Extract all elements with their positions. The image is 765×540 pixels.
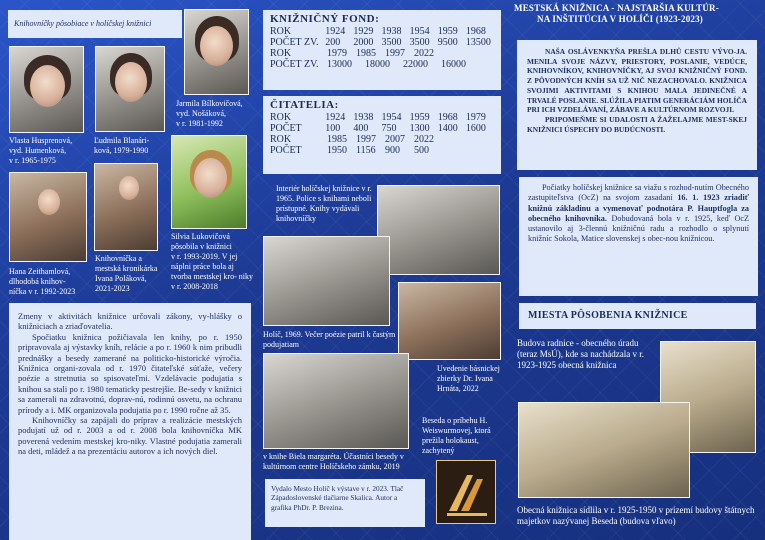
photo-bilkovicova bbox=[184, 9, 249, 95]
page-title: MESTSKÁ KNIŽNICA - NAJSTARŠIA KULTÚR- NA INŠTITÚCIA V HOLÍČI (1923-2023) bbox=[514, 3, 719, 24]
vydalo-credit: Vydalo Mesto Holíč k výstave v r. 2023. Tlač Západoslovenské tlačiarne Skalica. Autor a grafika PhDr. P. Brezina. bbox=[265, 479, 425, 527]
photo-holic-1969 bbox=[263, 236, 390, 326]
fond-row: ROK 1924 1929 1938 1954 1959 1968 bbox=[270, 26, 486, 37]
photo-lukovicova bbox=[171, 135, 247, 229]
zmeny-panel: Zmeny v aktivitách knižnice určovali zákony, vy-hlášky o knižniciach a zriaďovatelia. Spočiatku knižnica požičiavala len knihy, po r. 1950 pripravovala aj výstavky kníh, relácie a po r. 1960 k nim pribudli prednášky a besedy zamerané na politicko-historické výročia. Knižnica organi-zovala od r. 1970 čitateľské súťaže, večery poézie a stretnutia so spisovateľmi. Vzdelávacie podujatia s knihou sa stali po r. 1980 tematicky pestrejšie. Be-sedy v knižnici sa zamerali na zdravotnú, doprav-nú, rodinnú osvetu, na ochranu prírody a i. MK organizovala podujatia po r. 1990 ročne až 35. Knihovníčky sa zapájali do príprav a realizácie mestských podujatí už od r. 2003 a od r. 2008 bola knihovníčka MK poverená vedením mestskej kro-niky. Vlastné podujatia zamerali na deti, mládež a na prezentáciu autorov a ich nových diel. bbox=[9, 303, 251, 540]
citatelia-row: ROK 1985 1997 2007 2022 bbox=[270, 134, 434, 145]
photo-zeithamlova bbox=[9, 172, 87, 262]
caption-blanarikova: Ľudmila Blanári- ková, 1979-1990 bbox=[94, 136, 150, 155]
photo-interier-1965 bbox=[377, 185, 500, 275]
photo-beseda-budova bbox=[518, 402, 690, 498]
caption-beseda-2: v knihe Biela margaréta. Účastníci besedy v kultúrnom centre Holíčskeho zámku, 2019 bbox=[263, 452, 404, 471]
caption-beseda: Beseda o príbehu H. Weiswurmovej, ktorá prežila holokaust, zachytený bbox=[422, 416, 491, 455]
caption-uvedenie: Uvedenie básnickej zbierky Dr. Ivana Hrnáta, 2022 bbox=[437, 364, 500, 393]
citatelia-heading: ČITATELIA: bbox=[270, 99, 339, 111]
caption-lukovicova: Silvia Lukovičová pôsobila v knižnici v r. 1993-2019. V jej náplni práce bola aj tvorba mestskej kro- niky v r. 2008-2018 bbox=[171, 232, 253, 291]
fond-panel bbox=[263, 10, 501, 90]
library-logo bbox=[436, 460, 496, 524]
photo-husprenova bbox=[9, 46, 84, 133]
motto-panel: NAŠA OSLÁVENKYŇA PREŠLA DLHŮ CESTU VÝVO-JA. MENILA SVOJE NÁZVY, PRIESTORY, POSLANIE, VEDÚCE, KNIHOVNÍKOV, KNIHOVNÍČKY, AJ SVOJ KNIŽNIČNÝ FOND. Z PÔVODNÝCH KNÍH SA UŽ NIČ NEZACHOVALO. KNIŽNICA SVOJIMI AKTIVITAMI S KNIHOU MALA JEDINEČNÉ A TRVALÉ POSLANIE. SLÚŽILA PIATIM GENERÁCIÁM HOLÍČA PRI ICH VZDELÁVANÍ, ZÁBAVE A KULTÚRNOM ROZVOJI. PRIPOMEŇME SI UDALOSTI A ŽAŽELAJME MEST-SKEJ KNIŽNICI ÚSPECHY DO BUDÚCNOSTI. bbox=[517, 40, 757, 170]
photo-blanarikova bbox=[95, 46, 165, 132]
citatelia-row: POČET 1950 1156 900 500 bbox=[270, 145, 429, 156]
citatelia-panel bbox=[263, 96, 501, 174]
fond-row: ROK 1979 1985 1997 2022 bbox=[270, 48, 434, 59]
caption-polakova: Knihovníčka a mestská kronikárka Ivana Poláková, 2021-2023 bbox=[95, 254, 158, 293]
caption-holic: Holíč, 1969. Večer poézie patril k častým podujatiam bbox=[263, 330, 396, 349]
miesta-heading: MIESTA PÔSOBENIA KNIŽNICE bbox=[519, 303, 756, 329]
caption-budova: Budova radnice - obecného úradu (teraz MsÚ), kde sa nachádzala v r. 1923-1925 obecná knižnica bbox=[517, 338, 644, 370]
caption-zeithamlova: Hana Zeithamlová, dlhodobá knihov- níčka v r. 1992-2023 bbox=[9, 267, 76, 296]
citatelia-row: POČET 100 400 750 1300 1400 1600 bbox=[270, 123, 486, 134]
fond-heading: KNIŽNIČNÝ FOND: bbox=[270, 13, 380, 25]
fond-row: POČET ZV. 13000 18000 22000 16000 bbox=[270, 59, 466, 70]
book-logo-icon bbox=[437, 461, 497, 525]
photo-beseda-2019 bbox=[263, 353, 409, 449]
fond-row: POČET ZV. 200 2000 3500 3500 9500 13500 bbox=[270, 37, 491, 48]
photo-uvedenie-2022 bbox=[398, 282, 501, 360]
header-caption: Knihovníčky pôsobiace v holíčskej knižnici bbox=[8, 10, 182, 38]
caption-obecna: Obecná knižnica sídlila v r. 1925-1950 v prízemí budovy štátnych majetkov nazývanej Beseda (budova vľavo) bbox=[517, 505, 755, 526]
caption-interier: Interiér holíčskej knižnice v r. 1965. Police s knihami neboli prístupné. Knihy vydávali knihovníčky bbox=[276, 184, 372, 223]
caption-bilkovicova: Jarmila Bílkovičová, vyd. Nošáková, v r. 1981-1992 bbox=[176, 99, 243, 128]
photo-polakova bbox=[94, 163, 158, 251]
citatelia-row: ROK 1924 1938 1954 1959 1968 1979 bbox=[270, 112, 486, 123]
caption-husprenova: Vlasta Husprenová, vyd. Humenková, v r. 1965-1975 bbox=[9, 136, 73, 165]
history-panel: Počiatky holíčskej knižnice sa viažu s rozhod-nutím Obecného zastupiteľstva (OcZ) na svojom zasadaní 16. 1. 1923 zriadiť knižnú základinu a vymenovať podnotára P. Hauptfogla za obecného knihovníka. Dobudovaná bola v r. 1925, keď OcZ ustanovilo aj 3-člennú knižničnú radu a rozhodlo o splynutí knižníc Sokola, Matice slovenskej s obec-nou knižnicou. bbox=[519, 177, 758, 296]
